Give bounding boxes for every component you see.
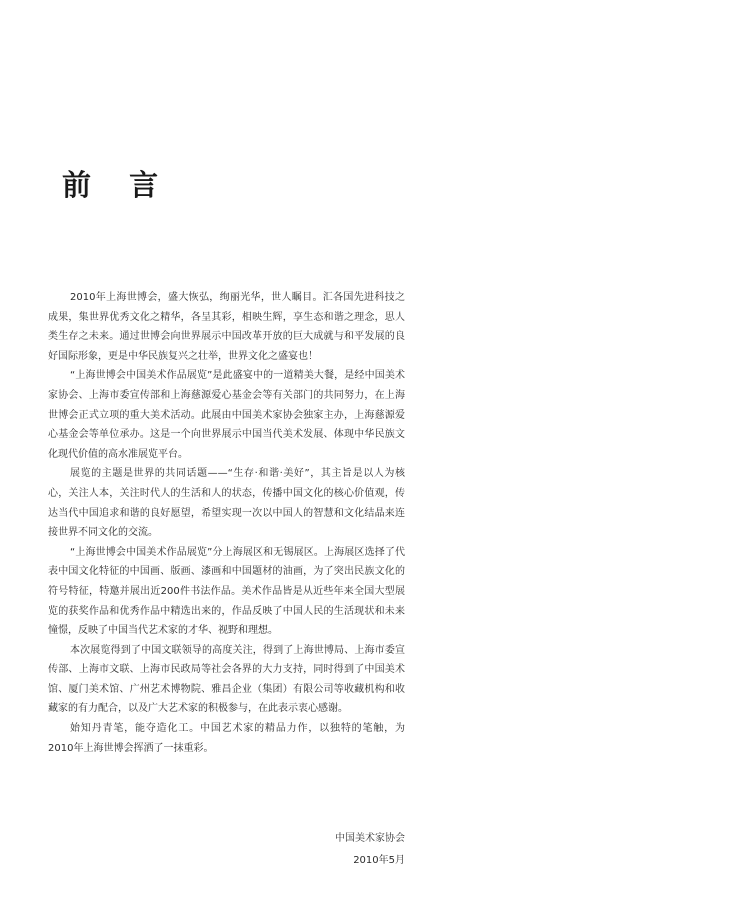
signature-block <box>335 828 405 872</box>
page-title: 前 言 <box>62 168 173 203</box>
signature-organization: 中国美术家协会 <box>335 833 405 844</box>
paragraph: 始知丹青笔，能夺造化工。中国艺术家的精品力作，以独特的笔触，为2010年上海世博会挥洒了一抹重彩。 <box>48 723 405 754</box>
paragraph: “上海世博会中国美术作品展览”分上海展区和无锡展区。上海展区选择了代表中国文化特征的中国画、版画、漆画和中国题材的油画，为了突出民族文化的符号特征，特邀并展出近200件书法作品。美术作品皆是从近些年来全国大型展览的获奖作品和优秀作品中精选出来的，作品反映了中国人民的生活现状和未来憧憬，反映了中国当代艺术家的才华、视野和理想。 <box>48 546 405 637</box>
paragraph: 本次展览得到了中国文联领导的高度关注，得到了上海世博局、上海市委宣传部、上海市文联、上海市民政局等社会各界的大力支持，同时得到了中国美术馆、厦门美术馆、广州艺术博物院、雅昌企业（集团）有限公司等收藏机构和收藏家的有力配合，以及广大艺术家的积极参与，在此表示衷心感谢。 <box>48 644 405 715</box>
preface-body <box>48 288 405 758</box>
paragraph: 展览的主题是世界的共同话题——“生存·和谐·美好”，其主旨是以人为核心，关注人本，关注时代人的生活和人的状态，传播中国文化的核心价值观，传达当代中国追求和谐的良好愿望，希望实现一次以中国人的智慧和文化结晶来连接世界不同文化的交流。 <box>48 468 405 539</box>
paragraph: “上海世博会中国美术作品展览”是此盛宴中的一道精美大餐，是经中国美术家协会、上海市委宣传部和上海慈源爱心基金会等有关部门的共同努力，在上海世博会正式立项的重大美术活动。此展由中国美术家协会独家主办，上海慈源爱心基金会等单位承办。这是一个向世界展示中国当代美术发展、体现中华民族文化现代价值的高水准展览平台。 <box>48 370 405 460</box>
paragraph: 2010年上海世博会，盛大恢弘，绚丽光华，世人瞩目。汇各国先进科技之成果，集世界优秀文化之精华，各呈其彩，相映生辉，享生态和谐之理念，思人类生存之未来。通过世博会向世界展示中国改革开放的巨大成就与和平发展的良好国际形象，更是中华民族复兴之壮举，世界文化之盛宴也！ <box>48 292 405 362</box>
signature-date: 2010年5月 <box>353 855 405 866</box>
